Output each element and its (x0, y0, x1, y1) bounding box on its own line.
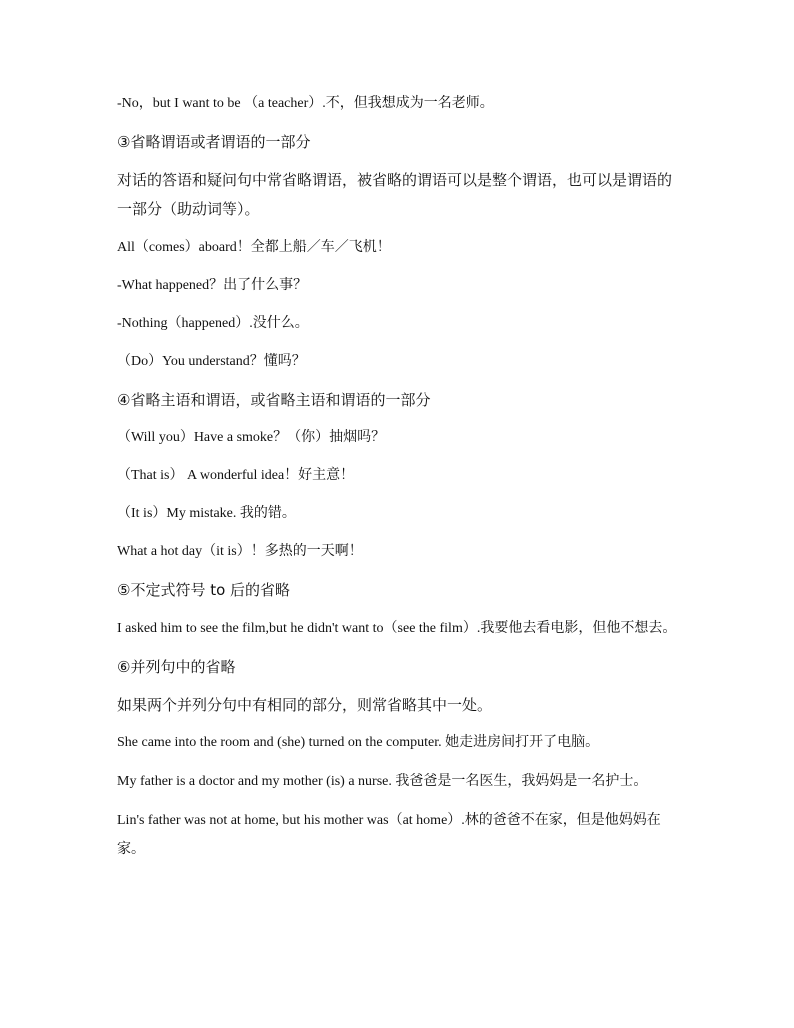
example-line: All（comes）aboard！全都上船／车／飞机！ (117, 240, 391, 255)
example-line: Lin's father was not at home, but his mother was（at home）.林的爸爸不在家，但是他妈妈在家。 (117, 813, 661, 857)
example-line: （Will you）Have a smoke？（你）抽烟吗？ (117, 430, 386, 445)
example-line: -What happened？出了什么事？ (117, 278, 308, 293)
section-heading-omit-predicate: ③省略谓语或者谓语的一部分 (117, 133, 311, 151)
example-line: What a hot day（it is）！多热的一天啊！ (117, 544, 363, 559)
section-heading-infinitive-to: ⑤不定式符号 to 后的省略 (117, 581, 291, 599)
example-line: I asked him to see the film,but he didn't want to（see the film）.我要他去看电影，但他不想去。 (117, 621, 677, 636)
example-line: My father is a doctor and my mother (is) a nurse. 我爸爸是一名医生，我妈妈是一名护士。 (117, 774, 648, 789)
example-line: （Do）You understand？懂吗？ (117, 354, 306, 369)
section-heading-omit-subject-predicate: ④省略主语和谓语，或省略主语和谓语的一部分 (117, 391, 431, 409)
example-line: （That is） A wonderful idea！好主意！ (117, 468, 355, 483)
explanation-paragraph: 如果两个并列分句中有相同的部分，则常省略其中一处。 (117, 696, 493, 714)
section-heading-compound-sentence: ⑥并列句中的省略 (117, 658, 236, 676)
example-line: （It is）My mistake. 我的错。 (117, 506, 296, 521)
explanation-paragraph: 对话的答语和疑问句中常省略谓语，被省略的谓语可以是整个谓语，也可以是谓语的一部分（助动词等）。 (117, 171, 673, 218)
document-body (117, 90, 677, 874)
example-line: -No，but I want to be （a teacher）.不，但我想成为一名老师。 (117, 96, 494, 111)
example-line: She came into the room and (she) turned on the computer. 她走进房间打开了电脑。 (117, 735, 600, 750)
example-line: -Nothing（happened）.没什么。 (117, 316, 309, 331)
